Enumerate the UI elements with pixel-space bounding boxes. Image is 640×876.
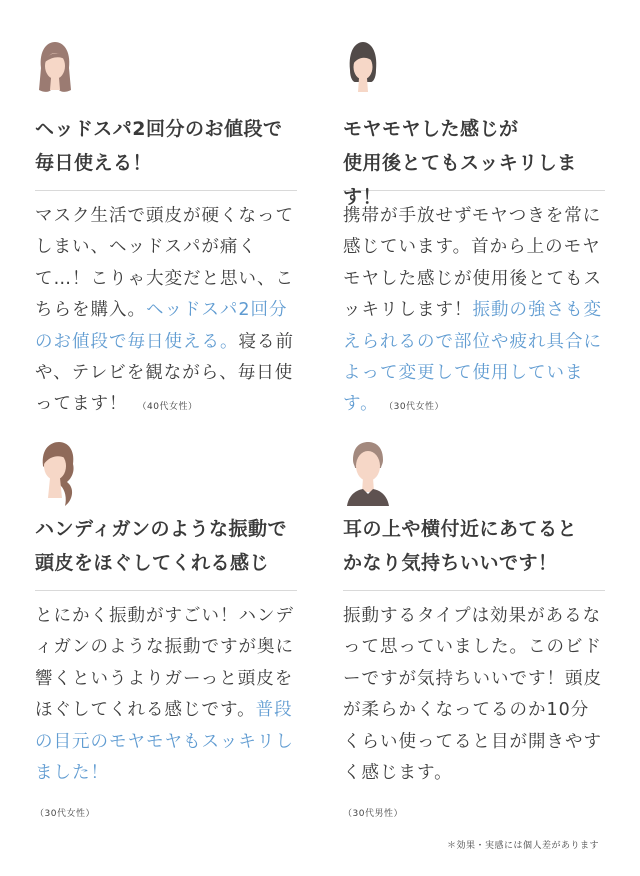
man-short-hair-icon xyxy=(343,438,383,508)
highlight-text: 振動の強さも変えられるので部位や疲れ具合によって変更して使用しています。 xyxy=(343,300,602,415)
heading-line: モヤモヤした感じが xyxy=(343,118,519,140)
divider xyxy=(343,190,605,191)
divider xyxy=(35,190,297,191)
age-tag: （30代女性） xyxy=(35,809,95,820)
highlight-text: 普段の目元のモヤモヤもスッキリしました！ xyxy=(35,700,294,784)
testimonial-card-2 xyxy=(343,38,605,424)
heading-line: ハンディガンのような振動で xyxy=(35,518,287,540)
woman-long-brown-hair-icon xyxy=(35,38,75,108)
testimonial-card-1 xyxy=(35,38,297,424)
testimonial-body xyxy=(343,201,605,424)
woman-ponytail-icon xyxy=(35,438,75,508)
age-tag: （40代女性） xyxy=(137,402,198,413)
body-text: 振動するタイプは効果があるなって思っていました。このビドーですが気持ちいいです！頭皮が柔らかくなってるのか10分くらい使ってると目が開きやすく感じます。 xyxy=(343,606,602,784)
heading-line: 使用後とてもスッキリします！ xyxy=(343,152,577,208)
age-tag: （30代男性） xyxy=(343,809,403,820)
testimonial-card-3 xyxy=(35,438,297,831)
woman-short-black-hair-icon xyxy=(343,38,383,108)
heading-line: かなり気持ちいいです！ xyxy=(343,552,558,574)
divider xyxy=(343,590,605,591)
testimonial-card-4 xyxy=(343,438,605,831)
testimonial-heading xyxy=(343,112,605,208)
testimonial-body xyxy=(343,601,605,831)
disclaimer-footnote: ＊効果・実感には個人差があります xyxy=(447,841,600,851)
highlight-text: ヘッドスパ2回分のお値段で毎日使える。 xyxy=(35,300,288,352)
body-text: 寝る前や、テレビを観ながら、毎日使ってます！ xyxy=(35,331,294,415)
heading-line: 耳の上や横付近にあてると xyxy=(343,518,578,540)
heading-line: 頭皮をほぐしてくれる感じ xyxy=(35,552,270,574)
testimonial-body xyxy=(35,601,297,831)
testimonial-body xyxy=(35,201,297,424)
divider xyxy=(35,590,297,591)
body-text: 携帯が手放せずモヤつきを常に感じています。首から上のモヤモヤした感じが使用後とてもスッキリします！ xyxy=(343,206,602,321)
body-text: マスク生活で頭皮が硬くなってしまい、ヘッドスパが痛くて…！こりゃ大変だと思い、こちらを購入。 xyxy=(35,206,294,321)
age-tag: （30代女性） xyxy=(388,402,445,413)
testimonial-heading xyxy=(35,112,297,180)
heading-line: 毎日使える！ xyxy=(35,152,153,174)
testimonial-heading xyxy=(35,512,297,580)
heading-line: ヘッドスパ2回分のお値段で xyxy=(35,118,283,140)
testimonial-heading xyxy=(343,512,605,580)
body-text: とにかく振動がすごい！ハンディガンのような振動ですが奥に響くというよりガーっと頭皮をほぐしてくれる感じです。 xyxy=(35,606,294,721)
